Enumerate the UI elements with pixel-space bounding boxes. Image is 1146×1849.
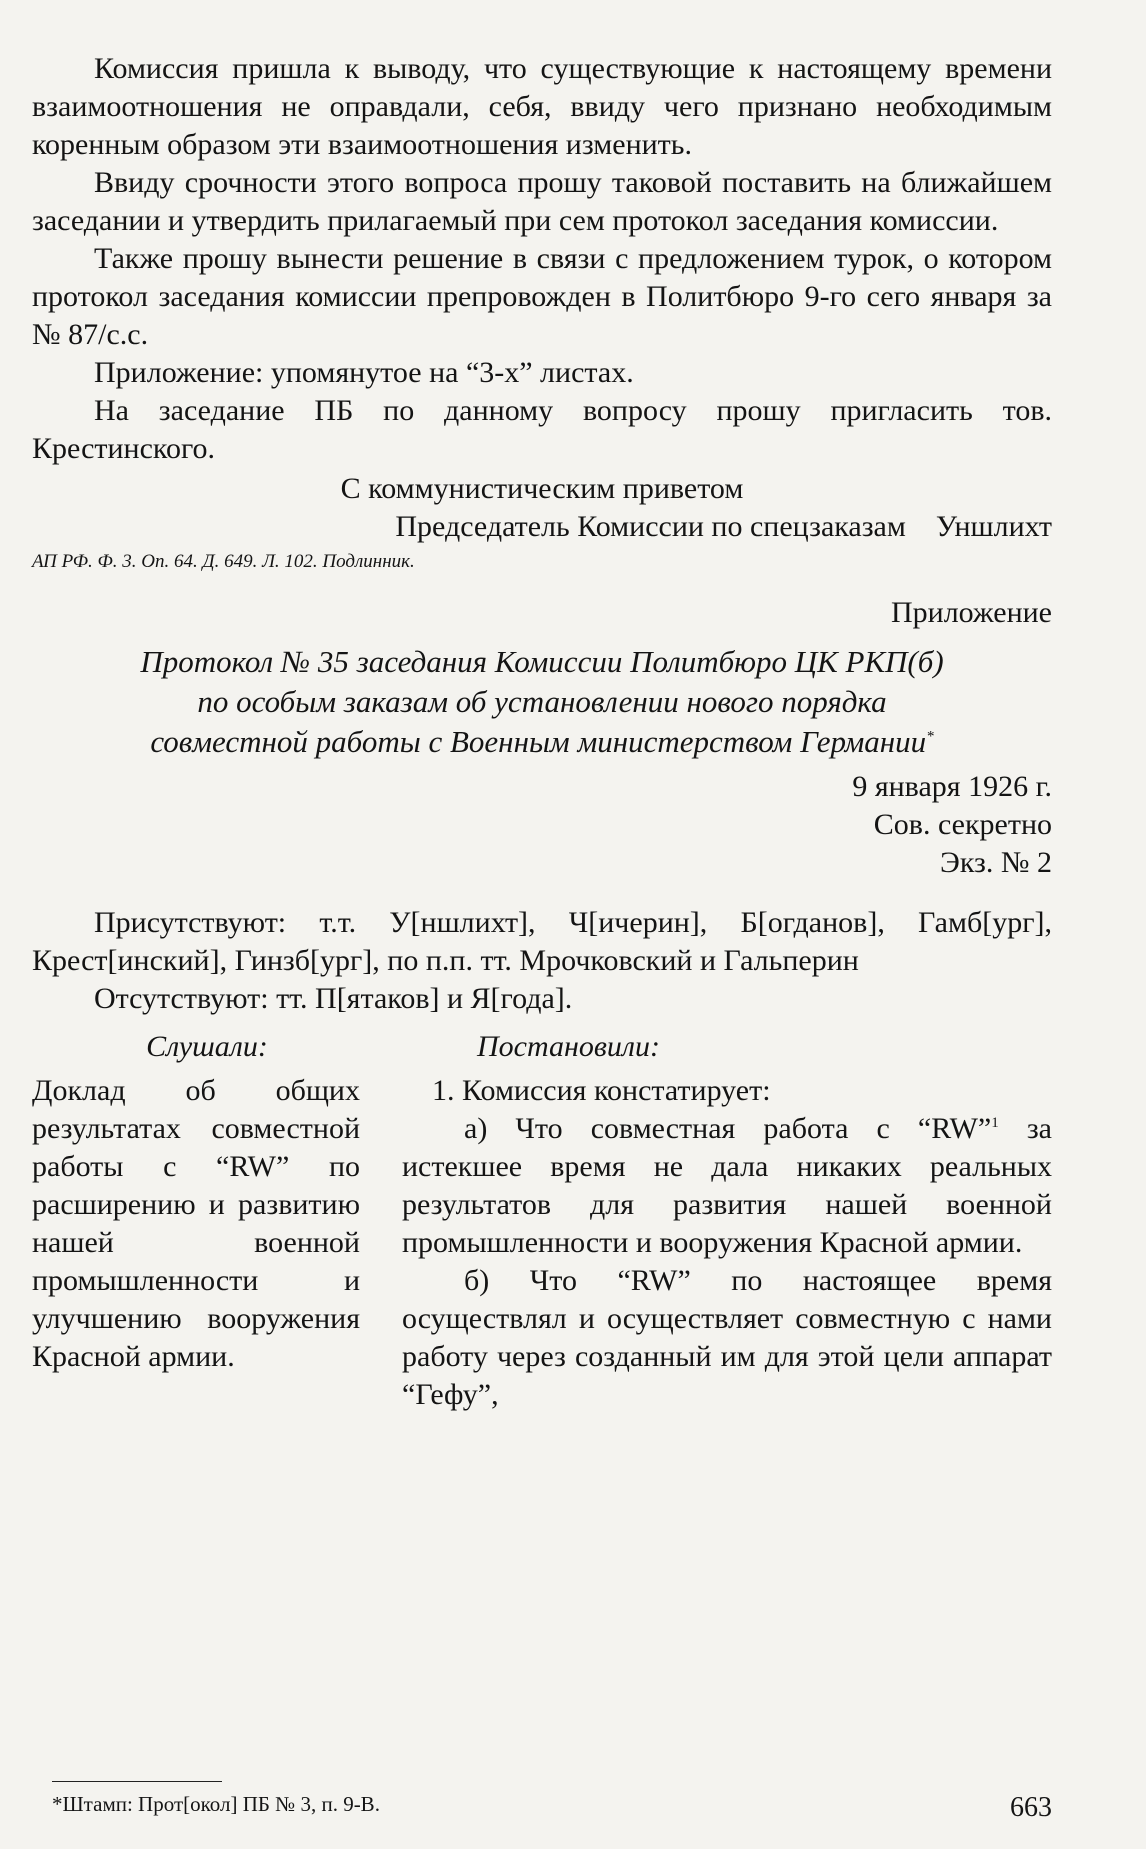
present-list: Присутствуют: т.т. У[ншлихт], Ч[ичерин], Б[огданов], Гамб[ург], Крест[инский], Гинзб[ург], по п.п. тт. Мрочковский и Гальперин [32,906,1052,977]
heard-text: Доклад об общих результатах совместной работы с “RW” по расширению и развитию нашей военной промышленности и улучшению вооружения Красной армии. [32,1074,360,1373]
protocol-title-line: по особым заказам об установлении нового порядка [197,684,887,719]
footnote: *Штамп: Прот[окол] ПБ № 3, п. 9-В. [52,1792,380,1816]
copy-number: Экз. № 2 [940,846,1052,879]
resolved-intro: 1. Комиссия констатирует: [432,1074,771,1107]
resolved-text [382,1072,1052,1414]
footnote-divider [52,1781,222,1782]
page-number: 663 [1010,1792,1052,1823]
protocol-title-line: Протокол № 35 заседания Комиссии Политбюро ЦК РКП(б) [140,644,944,679]
footnote-mark: 1 [991,1115,999,1131]
heard-heading: Слушали: [146,1030,268,1063]
signer-name: Уншлихт [935,510,1052,543]
footnote-mark: * [926,728,934,745]
greeting: С коммунистическим приветом [340,472,744,505]
letter-body [32,50,1052,1414]
minutes-table [32,1072,1052,1414]
absent-list: Отсутствуют: тт. П[ятаков] и Я[года]. [94,982,573,1015]
paragraph: Приложение: упомянутое на “3-х” листах. [94,356,634,389]
appendix-label: Приложение [890,596,1052,629]
signature-block [32,508,1052,546]
signer-title: Председатель Комиссии по спецзаказам [395,510,906,543]
protocol-title [32,642,1052,762]
paragraph: Ввиду срочности этого вопроса прошу таковой поставить на ближайшем заседании и утвердить прилагаемый при сем протокол заседания комиссии. [32,166,1052,237]
paragraph: Также прошу вынести решение в связи с предложением турок, о котором протокол заседания комиссии препровожден в Политбюро 9-го сего января за № 87/с.с. [32,242,1052,351]
protocol-title-line: совместной работы с Военным министерством Германии* [150,724,934,759]
resolved-item-b: б) Что “RW” по настоящее время осуществлял и осуществляет совместную с нами работу через созданный им для этой цели аппарат “Гефу”, [402,1264,1052,1411]
resolved-item-a: а) Что совместная работа с “RW”$^1$ за истекшее время не дала никаких реальных результатов для развития нашей военной промышленности и вооружения Красной армии. [402,1112,1053,1259]
paragraph: Комиссия пришла к выводу, что существующие к настоящему времени взаимоотношения не оправдали, себя, ввиду чего признано необходимым коренным образом эти взаимоотношения изменить. [32,52,1052,161]
paragraph: На заседание ПБ по данному вопросу прошу пригласить тов. Крестинского. [32,394,1052,465]
column-headings [32,1028,1052,1066]
secrecy-stamp: Сов. секретно [873,808,1052,841]
resolved-heading: Постановили: [477,1030,660,1063]
protocol-date: 9 января 1926 г. [852,770,1052,803]
archive-reference: АП РФ. Ф. 3. Оп. 64. Д. 649. Л. 102. Подлинник. [32,551,415,572]
